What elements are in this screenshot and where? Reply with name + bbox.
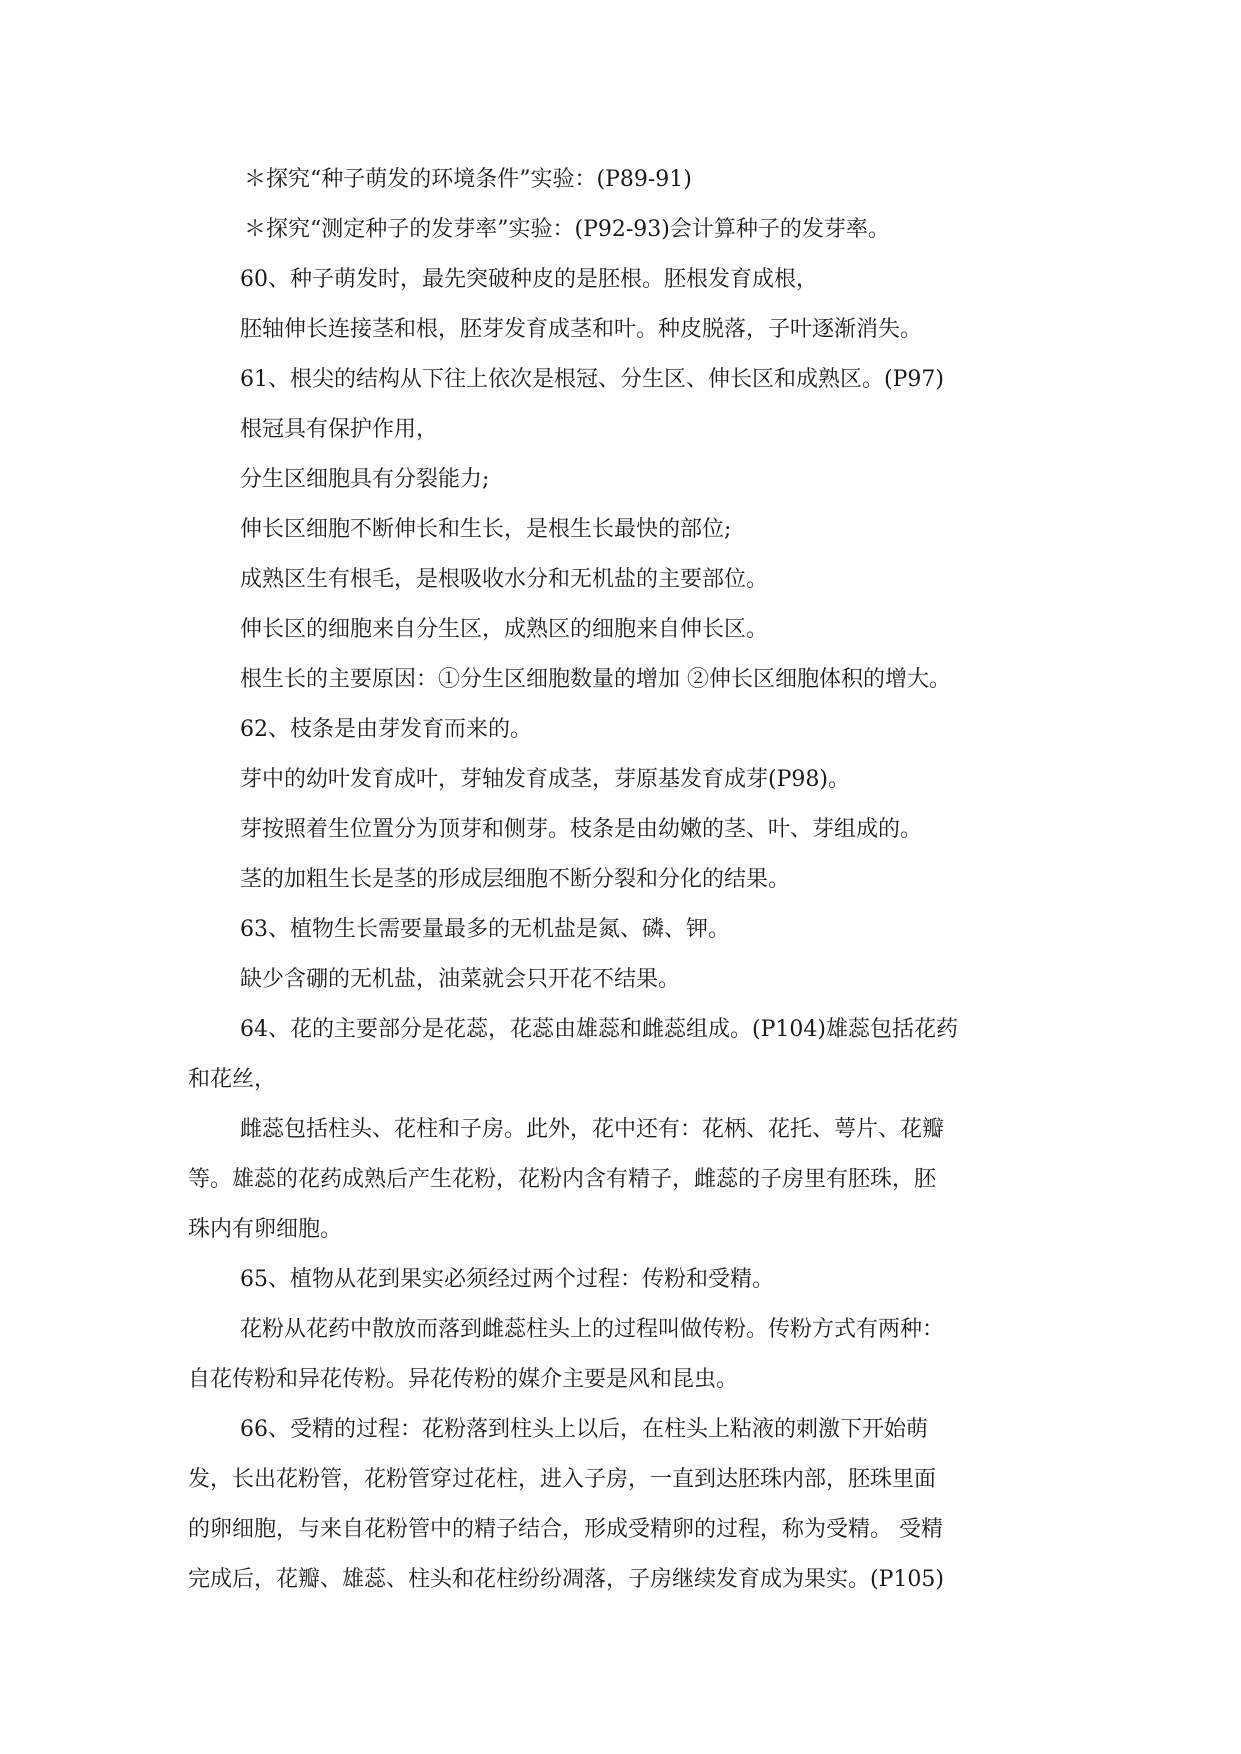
text-line: 和花丝，: [188, 1067, 277, 1092]
text-line: 根生长的主要原因：①分生区细胞数量的增加 ②伸长区细胞体积的增大。: [240, 667, 951, 692]
text-line: 芽按照着生位置分为顶芽和侧芽。枝条是由幼嫩的茎、叶、芽组成的。: [240, 817, 923, 842]
text-line: 完成后，花瓣、雄蕊、柱头和花柱纷纷凋落，子房继续发育成为果实。(P105): [188, 1567, 944, 1592]
text-line: 60、种子萌发时，最先突破种皮的是胚根。胚根发育成根，: [240, 267, 818, 292]
text-line: 的卵细胞，与来自花粉管中的精子结合，形成受精卵的过程，称为受精。 受精: [188, 1517, 943, 1542]
text-line: 芽中的幼叶发育成叶，芽轴发育成茎，芽原基发育成芽(P98)。: [240, 767, 850, 792]
text-line: 伸长区细胞不断伸长和生长，是根生长最快的部位;: [240, 517, 732, 542]
text-line: 根冠具有保护作用，: [240, 417, 439, 442]
text-line: 等。雄蕊的花药成熟后产生花粉，花粉内含有精子，雌蕊的子房里有胚珠，胚: [188, 1167, 937, 1192]
text-line: 65、植物从花到果实必须经过两个过程：传粉和受精。: [240, 1267, 774, 1292]
text-line: 茎的加粗生长是茎的形成层细胞不断分裂和分化的结果。: [240, 867, 791, 892]
document-page: [188, 155, 1068, 1605]
text-line: 伸长区的细胞来自分生区，成熟区的细胞来自伸长区。: [240, 617, 769, 642]
text-line: 66、受精的过程：花粉落到柱头上以后，在柱头上粘液的刺激下开始萌: [240, 1417, 928, 1442]
text-line: 雌蕊包括柱头、花柱和子房。此外，花中还有：花柄、花托、萼片、花瓣: [240, 1117, 945, 1142]
text-line: 珠内有卵细胞。: [188, 1217, 343, 1242]
text-line: 自花传粉和异花传粉。异花传粉的媒介主要是风和昆虫。: [188, 1367, 739, 1392]
text-line: 成熟区生有根毛，是根吸收水分和无机盐的主要部位。: [240, 567, 769, 592]
text-line: 花粉从花药中散放而落到雌蕊柱头上的过程叫做传粉。传粉方式有两种：: [240, 1317, 945, 1342]
text-line: 缺少含硼的无机盐，油菜就会只开花不结果。: [240, 967, 681, 992]
text-line: ＊探究“测定种子的发芽率”实验：(P92-93)会计算种子的发芽率。: [244, 217, 890, 242]
text-line: 发，长出花粉管，花粉管穿过花柱，进入子房，一直到达胚珠内部，胚珠里面: [188, 1467, 937, 1492]
text-line: 62、枝条是由芽发育而来的。: [240, 717, 532, 742]
text-line: 胚轴伸长连接茎和根，胚芽发育成茎和叶。种皮脱落，子叶逐渐消失。: [240, 317, 923, 342]
text-line: ＊探究“种子萌发的环境条件”实验：(P89-91): [244, 167, 692, 192]
text-line: 分生区细胞具有分裂能力;: [240, 467, 490, 492]
text-line: 64、花的主要部分是花蕊，花蕊由雄蕊和雌蕊组成。(P104)雄蕊包括花药: [240, 1017, 958, 1042]
text-line: 63、植物生长需要量最多的无机盐是氮、磷、钾。: [240, 917, 730, 942]
text-line: 61、根尖的结构从下往上依次是根冠、分生区、伸长区和成熟区。(P97): [240, 367, 944, 392]
